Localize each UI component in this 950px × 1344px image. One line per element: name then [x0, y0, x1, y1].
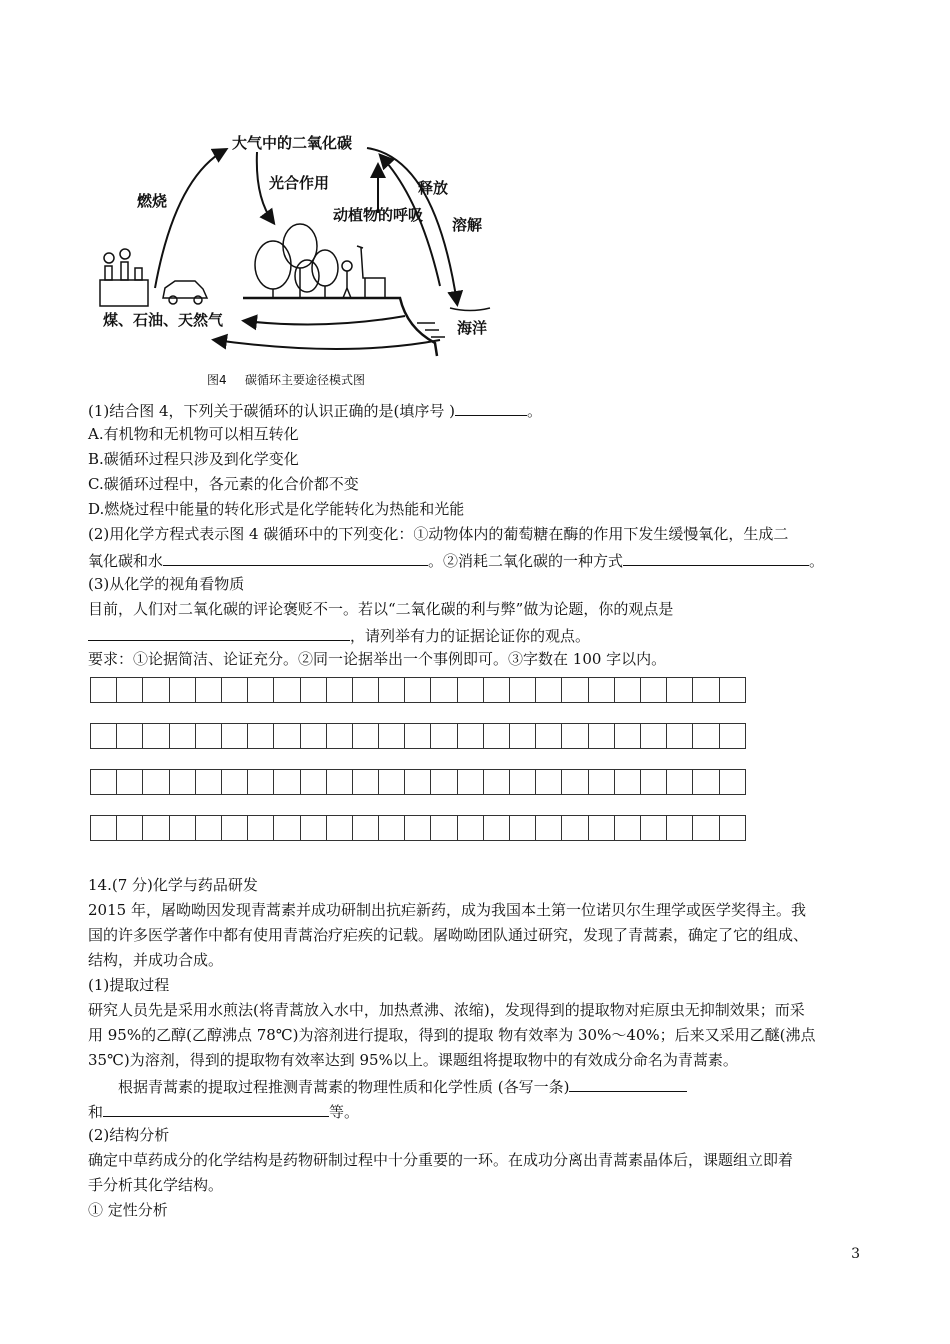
q13-option-c: C.碳循环过程中，各元素的化合价都不变 [88, 475, 359, 493]
fuels-arrow-upper [245, 316, 405, 325]
q14-answer-blank-2[interactable] [103, 1100, 329, 1117]
label-fuels: 煤、石油、天然气 [103, 311, 224, 329]
label-respiration: 动植物的呼吸 [333, 206, 424, 224]
q14-section2-heading: (2)结构分析 [88, 1126, 170, 1144]
q13-part2-line2 [88, 549, 824, 571]
q13-part3-heading: (3)从化学的视角看物质 [88, 575, 245, 593]
label-release: 释放 [418, 179, 449, 197]
q13-option-a: A.有机物和无机物可以相互转化 [88, 425, 299, 443]
q13-part2-text-a: 氧化碳和水 [88, 552, 164, 570]
q14-answer-blank-1[interactable] [569, 1075, 687, 1092]
q14-structure-line1: 确定中草药成分的化学结构是药物研制过程中十分重要的一环。在成功分离出青蒿素晶体后，课题组立即着 [88, 1151, 794, 1169]
q13-part1-text: (1)结合图 4，下列关于碳循环的认识正确的是(填序号 ) [88, 402, 456, 420]
q14-question-line2 [88, 1100, 359, 1122]
q14-qualitative-heading: ① 定性分析 [88, 1201, 168, 1219]
q13-part3-line2 [88, 624, 590, 646]
trees-icon [255, 224, 338, 298]
fuels-arrow-lower [215, 340, 440, 349]
q13-part1 [88, 399, 542, 421]
sea-surface [450, 308, 490, 311]
writing-grid-row-3[interactable] [90, 769, 746, 795]
q14-extraction-line3: 35℃)为溶剂，得到的提取物有效率达到 95%以上。课题组将提取物中的有效成分命名为青蒿素。 [88, 1051, 738, 1069]
q13-part2-line1: (2)用化学方程式表示图 4 碳循环中的下列变化：①动物体内的葡萄糖在酶的作用下发生缓慢氧化，生成二 [88, 525, 789, 543]
label-combustion: 燃烧 [137, 192, 168, 210]
q14-intro-line1: 2015 年，屠呦呦因发现青蒿素并成功研制出抗疟新药，成为我国本土第一位诺贝尔生理学或医学奖得主。我 [88, 901, 806, 919]
factory-icon [100, 249, 148, 306]
combustion-arrow [155, 150, 225, 288]
q14-structure-line2: 手分析其化学结构。 [88, 1176, 224, 1194]
figure-caption-text: 碳循环主要途径模式图 [245, 373, 366, 387]
q13-part3-line1: 目前，人们对二氧化碳的评论褒贬不一。若以“二氧化碳的利与弊”做为论题，你的观点是 [88, 600, 674, 618]
q14-question-line1 [88, 1075, 687, 1097]
label-photosynthesis: 光合作用 [269, 174, 330, 192]
car-icon [163, 281, 207, 304]
q13-part3-text: ，请列举有力的证据论证你的观点。 [350, 627, 591, 645]
q13-part2-text-c: 。 [809, 552, 825, 570]
q13-part1-end: 。 [527, 402, 543, 420]
q14-extraction-line1: 研究人员先是采用水煎法(将青蒿放入水中，加热煮沸、浓缩)，发现得到的提取物对疟原虫无抑制效果；而采 [88, 1001, 805, 1019]
page-number: 3 [851, 1246, 860, 1262]
label-ocean: 海洋 [457, 319, 488, 337]
q14-intro-line2: 国的许多医学著作中都有使用青蒿治疗疟疾的记载。屠呦呦团队通过研究，发现了青蒿素，确定了它的组成、 [88, 926, 809, 944]
q14-question-end: 等。 [329, 1103, 360, 1121]
q13-answer-blank-3[interactable] [623, 549, 809, 566]
q14-question-and: 和 [88, 1103, 104, 1121]
writing-grid-row-4[interactable] [90, 815, 746, 841]
q14-question-text: 根据青蒿素的提取过程推测青蒿素的物理性质和化学性质 (各写一条) [118, 1078, 570, 1096]
dissolve-arrow [367, 148, 457, 303]
q13-answer-blank-2[interactable] [163, 549, 428, 566]
q13-answer-blank-4[interactable] [88, 624, 350, 641]
q14-extraction-line2: 用 95%的乙醇(乙醇沸点 78℃)为溶剂进行提取，得到的提取 物有效率为 30%～40%；后来又采用乙醚(沸点 [88, 1026, 816, 1044]
q13-part2-text-b: 。②消耗二氧化碳的一种方式 [428, 552, 624, 570]
writing-grid-row-2[interactable] [90, 723, 746, 749]
q13-option-b: B.碳循环过程只涉及到化学变化 [88, 450, 299, 468]
carbon-cycle-figure [95, 118, 515, 396]
label-atmosphere: 大气中的二氧化碳 [232, 134, 353, 152]
q14-title: 14.(7 分)化学与药品研发 [88, 876, 258, 894]
label-dissolve: 溶解 [452, 216, 483, 234]
q14-intro-line3: 结构，并成功合成。 [88, 951, 224, 969]
q14-section1-heading: (1)提取过程 [88, 976, 170, 994]
person-giraffe-icon [342, 246, 385, 298]
q13-requirements: 要求：①论据简洁、论证充分。②同一论据举出一个事例即可。③字数在 100 字以内。 [88, 650, 667, 668]
q13-option-d: D.燃烧过程中能量的转化形式是化学能转化为热能和光能 [88, 500, 465, 518]
figure-caption-number: 图4 [207, 373, 227, 387]
writing-grid-row-1[interactable] [90, 677, 746, 703]
q13-answer-blank-1[interactable] [455, 399, 527, 416]
